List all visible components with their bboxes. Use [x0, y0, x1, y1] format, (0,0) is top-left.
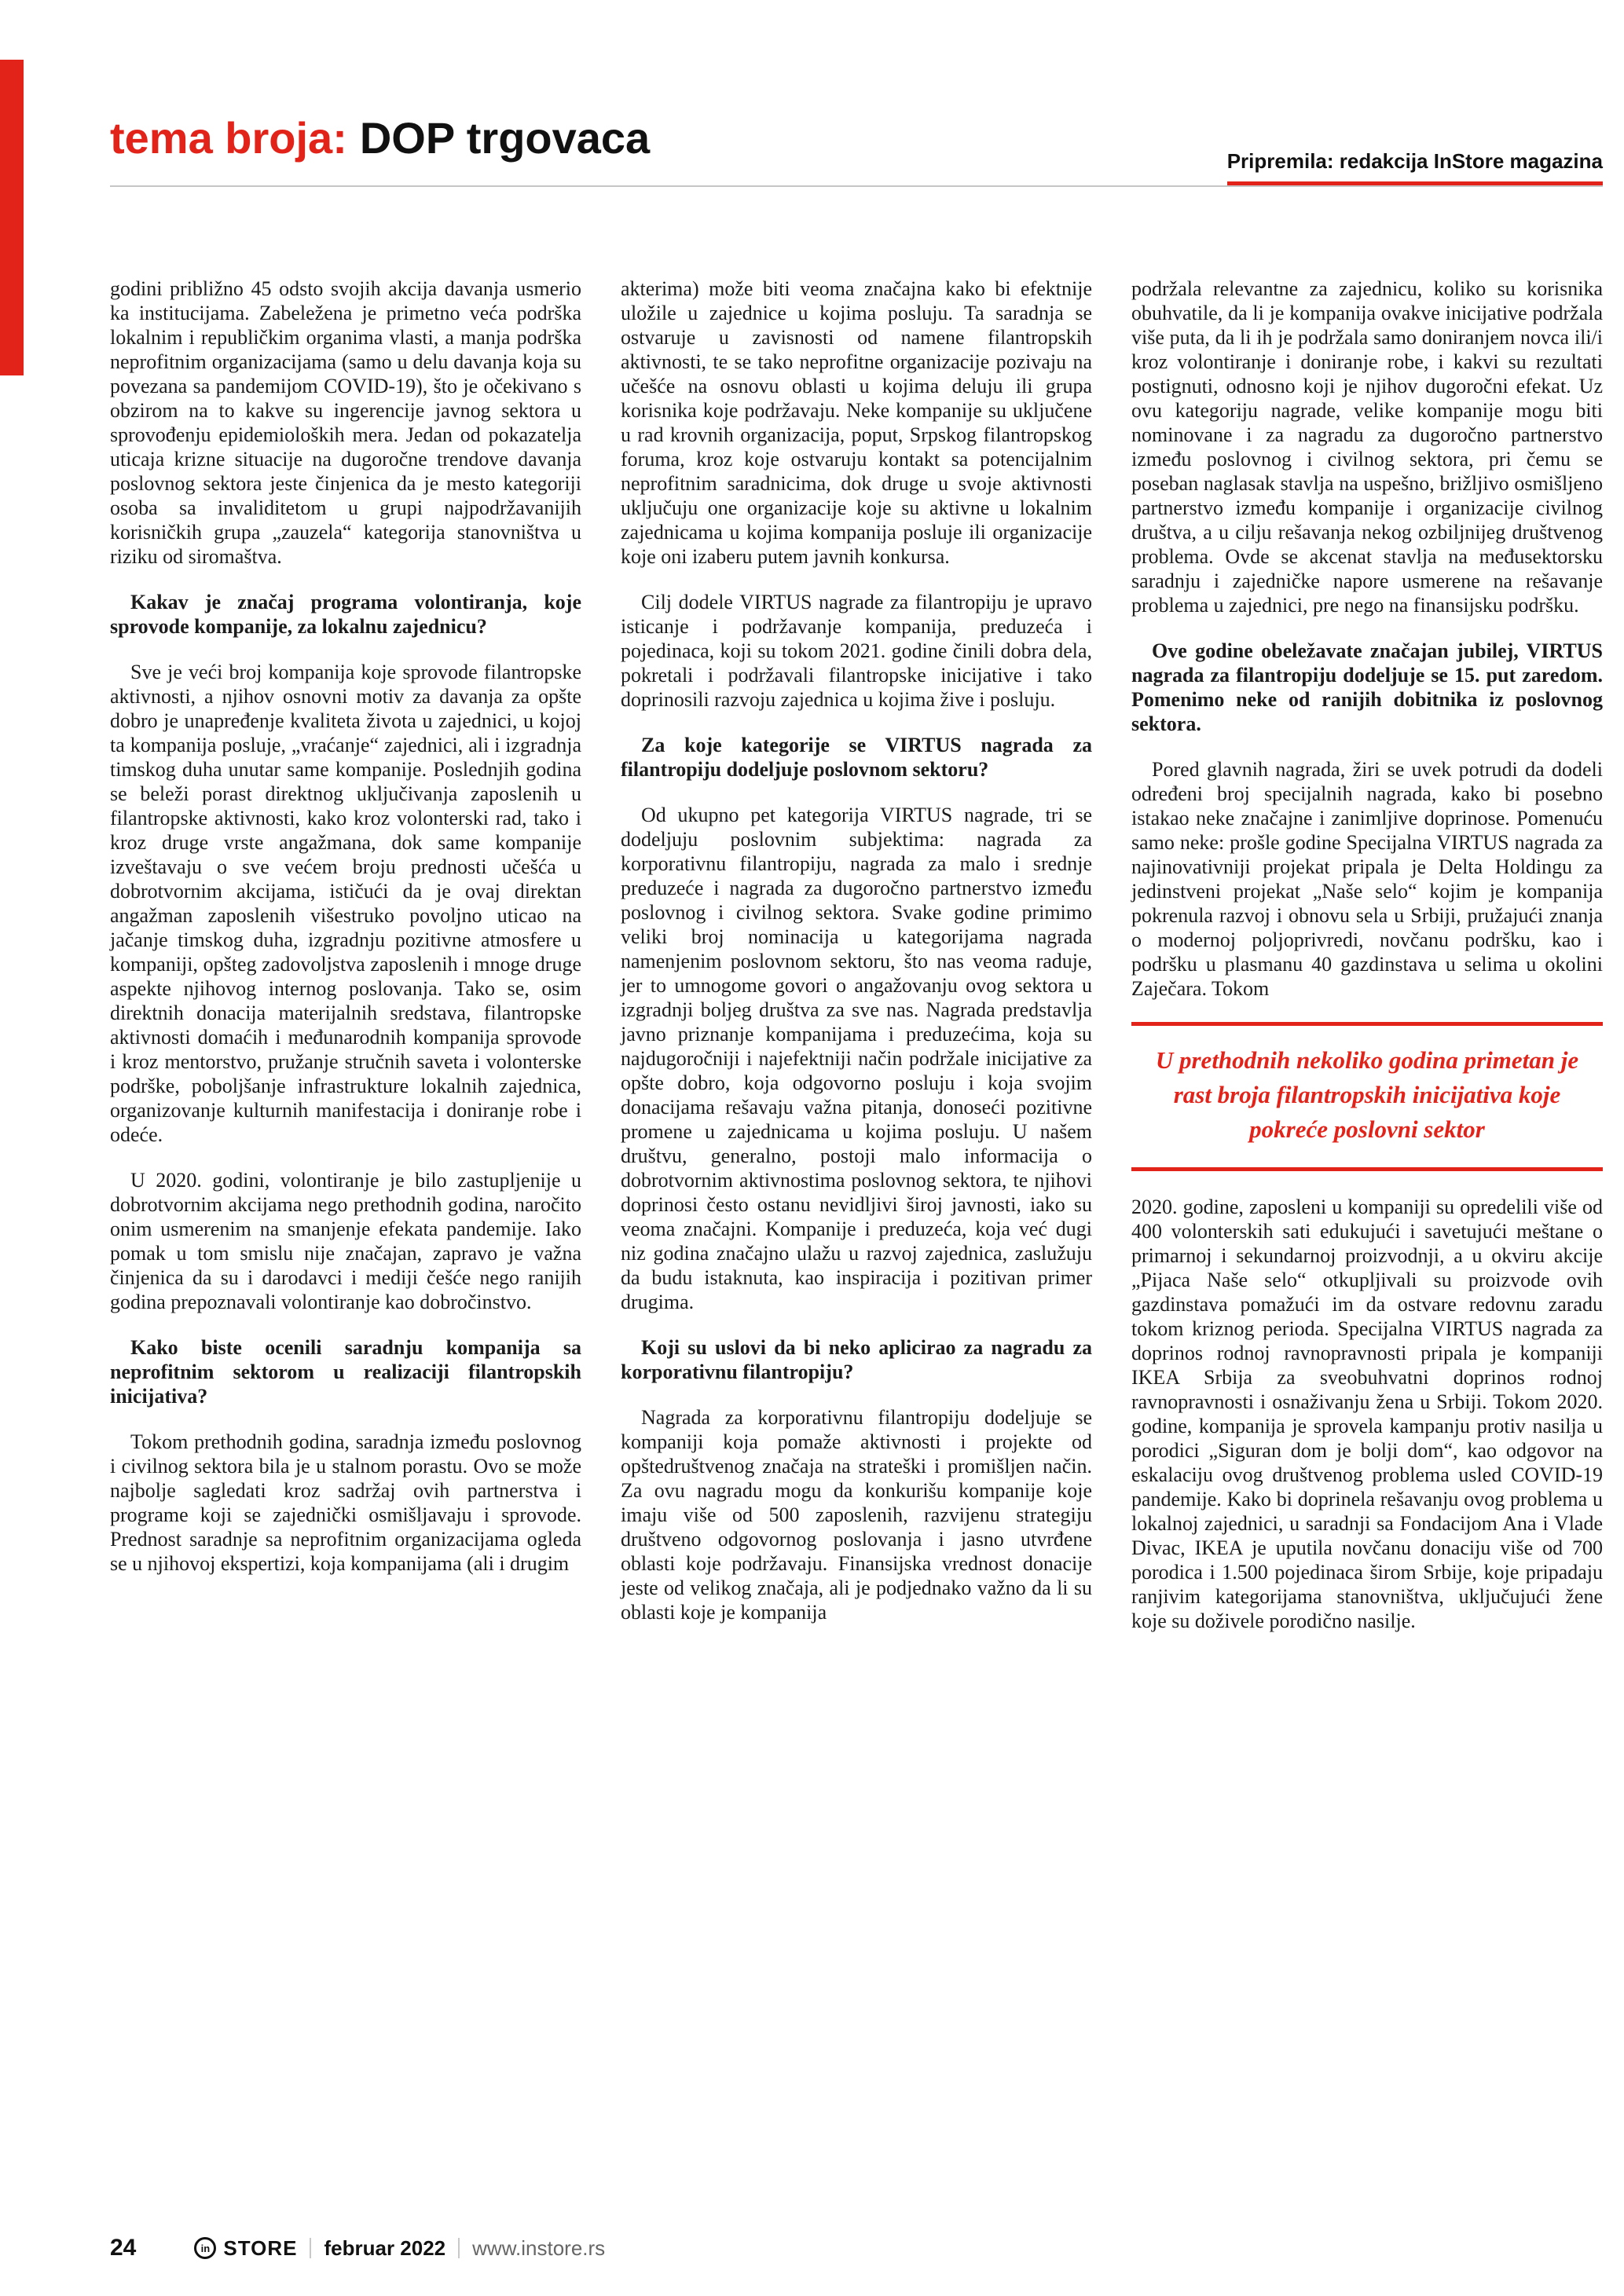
logo-text: STORE [223, 2236, 298, 2260]
website-url: www.instore.rs [472, 2236, 606, 2260]
paragraph: Sve je veći broj kompanija koje sprovode filantropske aktivnosti, a njihov osnovni motiv za davanja za opšte dobro je unapređenje kvaliteta života u zajednici, u kojoj ta kompanija posluje, „vraćanje“ zajednici, ali i izgradnja timskog duha unutar same kompanije. Poslednjih godina se beleži porast direktnog uključivanja zaposlenih u filantropske aktivnosti, kako kroz volonterski rad, tako i kroz druge vrste angažmana, dok same kompanije izveštavaju o sve većem broju prednosti učešća u dobrotvornim akcijama, ističući da je ovaj direktan angažman zaposlenih višestruko povoljno uticao na jačanje timskog duha, izgradnju pozitivne atmosfere u kompaniji, opšteg zadovoljstva zaposlenih i mnoge druge aspekte njihovog internog poslovanja. Tako se, osim direktnih donacija materijalnih sredstava, filantropske aktivnosti domaćih i međunarodnih kompanija sprovode i kroz mentorstvo, pružanje stručnih saveta i volonterske podrške, poboljšanje infrastrukture lokalnih zajednica, organizovanje kulturnih manifestacija i doniranje robe i odeće. [110, 661, 581, 1146]
question-heading: Za koje kategorije se VIRTUS nagrada za filantropiju dodeljuje poslovnom sektoru? [621, 734, 1092, 781]
question-heading: Kako biste ocenili saradnju kompanija sa neprofitnim sektorom u realizaciji filantropskih inicijativa? [110, 1336, 581, 1408]
question-heading: Koji su uslovi da bi neko aplicirao za nagradu za korporativnu filantropiju? [621, 1336, 1092, 1383]
article-body [110, 276, 1603, 1654]
page-number: 24 [110, 2235, 137, 2261]
article-column-3 [1131, 276, 1603, 1654]
byline [1227, 149, 1603, 187]
issue-date: februar 2022 [324, 2236, 446, 2260]
byline-text: Pripremila: redakcija InStore magazina [1226, 149, 1603, 173]
paragraph: 2020. godine, zaposleni u kompaniji su opredelili više od 400 volonterskih sati edukujući i savetujući meštane o primarnoj i sekundarnoj proizvodnji, a u okviru akcije „Pijaca Naše selo“ otkupljivali su proizvode ovih gazdinstava pomažući im da ostvare redovnu zaradu tokom kriznog perioda. Specijalna VIRTUS nagrada za doprinos rodnoj ravnopravnosti pripala je kompaniji IKEA Srbija za sveobuhvatni doprinos rodnoj ravnopravnosti i osnaživanju žena u Srbiji. Tokom 2020. godine, kompanija je sprovela kampanju protiv nasilja u porodici „Siguran dom je bolji dom“, kao odgovor na eskalaciju ovog društvenog problema usled COVID-19 pandemije. Kako bi doprinela rešavanju ovog problema u lokalnoj zajednici, u saradnji sa Fondacijom Ana i Vlade Divac, IKEA je uputila novčanu donaciju više od 700 porodica i 1.500 pojedinaca širom Srbije, koje pripadaju ranjivim kategorijama stanovništva, uključujući žene koje su doživele porodično nasilje. [1131, 1196, 1603, 1632]
paragraph: godini približno 45 odsto svojih akcija davanja usmerio ka institucijama. Zabeležena je primetno veća podrška lokalnim i republičkim organima vlasti, a manja podrška neprofitnim organizacijama (samo u delu davanja koja su povezana sa pandemijom COVID-19), što je očekivano s obzirom na to kakve su ingerencije javnog sektora u sprovođenju epidemioloških mera. Jedan od pokazatelja uticaja krizne situacije na dugoročne trendove davanja poslovnog sektora jeste činjenica da je mesto kategoriji osoba sa invaliditetom u grupi najpodržavanijih korisničkih grupa „zauzela“ kategorija stanovništva u riziku od siromaštva. [110, 277, 581, 568]
header-rule [110, 185, 1603, 187]
question-heading: Kakav je značaj programa volontiranja, koje sprovode kompanije, za lokalnu zajednicu? [110, 591, 581, 638]
paragraph: akterima) može biti veoma značajna kako bi efektnije uložile u zajednice u kojima posluju. Ta saradnja se ostvaruje u zavisnosti od namene filantropskih aktivnosti, te se tako neprofitne organizacije pozivaju na učešće na osnovu oblasti u kojima deluju ili grupa korisnika koje podržavaju. Neke kompanije su uključene u rad krovnih organizacija, poput, Srpskog filantropskog foruma, kroz koje ostvaruju kontakt sa potencijalnim neprofitnim saradnicima, dok druge u svoje aktivnosti uključuju one organizacije koje su aktivne u lokalnim zajednicama u kojima kompanija posluje ili organizacije koje oni izaberu putem javnih konkursa. [621, 277, 1092, 568]
paragraph: Cilj dodele VIRTUS nagrade za filantropiju je upravo isticanje i podržavanje kompanija, preduzeća i pojedinaca, koji su tokom 2021. godine činili dobra dela, pokretali i podržavali filantropske inicijative i tako doprinosili razvoju zajednica u kojima žive i posluju. [621, 591, 1092, 711]
page-edge-accent-bar [0, 60, 24, 375]
bold-intro: Ove godine obeležavate značajan jubilej, VIRTUS nagrada za filantropiju dodeljuje se 15. put zaredom. Pomenimo neke od ranijih dobitnika iz poslovnog sektora. [1131, 639, 1603, 735]
article-column-2 [621, 276, 1092, 1654]
paragraph: Nagrada za korporativnu filantropiju dodeljuje se kompaniji koja pomaže aktivnosti i projekte od opštedruštvenog značaja na strateški i promišljen način. Za ovu nagradu mogu da konkurišu kompanije koje imaju više od 500 zaposlenih, razvijenu strategiju društveno odgovornog poslovanja i jasno utvrđene oblasti koje podržavaju. Finansijska vrednost donacije jeste od velikog značaja, ali je podjednako važno da li su oblasti koje je kompanija [621, 1406, 1092, 1624]
page-title: DOP trgovaca [359, 113, 651, 163]
article-column-1 [110, 276, 581, 1654]
footer-divider [458, 2238, 460, 2258]
paragraph: Od ukupno pet kategorija VIRTUS nagrade, tri se dodeljuju poslovnim subjektima: nagrada za korporativnu filantropiju, nagrada za malo i srednje preduzeće i nagrada za dugoročno partnerstvo između poslovnog i civilnog sektora. Svake godine primimo veliki broj nominacija u kategorijama nagrada namenjenim poslovnom sektoru, što nas veoma raduje, jer to umnogome govori o angažovanju ovog sektora u izgradnji boljeg društva za sve nas. Nagrada predstavlja javno priznanje kompanijama i preduzećima, koja su najdugoročniji i najefektniji način podržale inicijative za opšte dobro, koja odgovorno posluju i koja svojim donacijama rešavaju važna pitanja, donoseći pozitivne promene u zajednicama u kojima posluju. U našem društvu, generalno, postoji malo informacija o dobrotvornim aktivnostima poslovnog sektora, te njihovi doprinosi često ostanu nevidljivi široj javnosti, iako su veoma značajni. Kompanije i preduzeća, koja već dugi niz godina značajno ulažu u razvoj zajednica, zaslužuju da budu istaknuta, kao inspiracija i pozitivan primer drugima. [621, 804, 1092, 1313]
headline [110, 113, 651, 163]
instore-logo [194, 2236, 297, 2261]
instore-logo-icon: in [194, 2237, 216, 2259]
paragraph: Pored glavnih nagrada, žiri se uvek potrudi da dodeli određeni broj specijalnih nagrada, kako bi posebno istakao neke značajne i zanimljive doprinose. Pomenuću samo neke: prošle godine Specijalna VIRTUS nagrada za najinovativniji projekat pripala je Delta Holdingu za jedinstveni projekat „Naše selo“ kojim je kompanija pokrenula razvoj i obnovu sela u Srbiji, pružajući znanja o modernoj poljoprivredi, novčanu podršku, kao i podršku u plasmanu 40 gazdinstava u selima u okolini Zaječara. Tokom [1131, 758, 1603, 1000]
pull-quote: U prethodnih nekoliko godina primetan je rast broja filantropskih inicijativa koje pokreće poslovni sektor [1131, 1022, 1603, 1171]
footer-divider [310, 2238, 311, 2258]
section-kicker: tema broja: [110, 113, 347, 163]
page-footer [110, 2235, 605, 2261]
paragraph: U 2020. godini, volontiranje je bilo zastupljenije u dobrotvornim akcijama nego prethodnih godina, naročito onim usmerenim na smanjenje efekata pandemije. Iako pomak u tom smislu nije značajan, zapravo je važna činjenica da su i darodavci i mediji češće nego ranijih godina prepoznavali volontiranje kao dobročinstvo. [110, 1169, 581, 1313]
paragraph: Tokom prethodnih godina, saradnja između poslovnog i civilnog sektora bila je u stalnom porastu. Ovo se može najbolje sagledati kroz sadržaj ovih partnerstva i programe koji se zajednički osmišljavaju i sprovode. Prednost saradnje sa neprofitnim organizacijama ogleda se u njihovoj ekspertizi, koja kompanijama (ali i drugim [110, 1430, 581, 1575]
paragraph: podržala relevantne za zajednicu, koliko su korisnika obuhvatile, da li je kompanija ovakve inicijative podržala više puta, da li ih je podržala samo doniranjem novca ili/i kroz volontiranje i doniranje robe, i kakvi su rezultati postignuti, odnosno koji je njihov dugoročni efekat. Uz ovu kategoriju nagrade, velike kompanije mogu biti nominovane i za nagradu za dugoročno partnerstvo između poslovnog i civilnog sektora, pri čemu se poseban naglasak stavlja na uspešno, brižljivo osmišljeno partnerstvo između kompanije i organizacije civilnog društva, a u cilju rešavanja nekog ozbiljnijeg društvenog problema. Ovde se akcenat stavlja na međusektorsku saradnju i zajedničke napore usmerene na rešavanje problema u zajednici, pre nego na finansijsku podršku. [1131, 277, 1603, 617]
